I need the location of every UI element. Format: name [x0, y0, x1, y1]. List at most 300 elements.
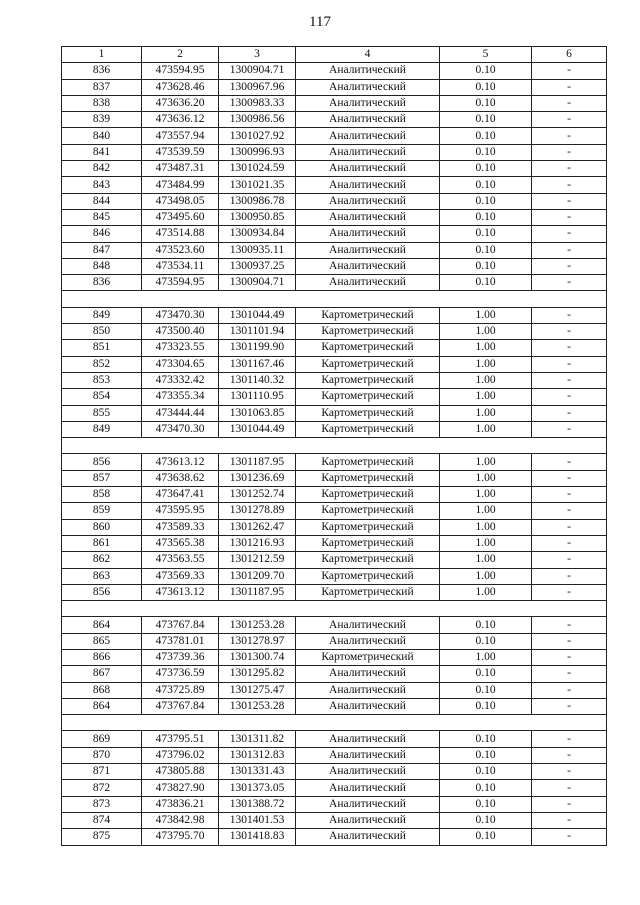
- table-cell: Аналитический: [296, 258, 440, 274]
- table-cell: 0.10: [440, 698, 532, 714]
- table-cell: 473498.05: [142, 193, 219, 209]
- table-cell: 1301101.94: [219, 324, 296, 340]
- table-cell: 1300950.85: [219, 209, 296, 225]
- table-row: [62, 487, 607, 503]
- table-cell: 839: [62, 112, 142, 128]
- table-cell: 1.00: [440, 389, 532, 405]
- column-header: 2: [142, 47, 219, 63]
- table-cell: 473569.33: [142, 568, 219, 584]
- table-cell: -: [532, 307, 607, 323]
- table-cell: Аналитический: [296, 226, 440, 242]
- table-cell: 0.10: [440, 209, 532, 225]
- table-cell: 1301312.83: [219, 747, 296, 763]
- table-cell: Картометрический: [296, 649, 440, 665]
- table-cell: 473484.99: [142, 177, 219, 193]
- table-cell: -: [532, 209, 607, 225]
- table-row: [62, 209, 607, 225]
- table-body: [62, 47, 607, 846]
- table-cell: -: [532, 389, 607, 405]
- table-cell: 872: [62, 780, 142, 796]
- table-cell: 0.10: [440, 731, 532, 747]
- table-cell: Аналитический: [296, 79, 440, 95]
- empty-cell: [296, 291, 440, 307]
- empty-cell: [532, 438, 607, 454]
- table-cell: -: [532, 95, 607, 111]
- table-cell: 1300934.84: [219, 226, 296, 242]
- table-cell: -: [532, 731, 607, 747]
- empty-cell: [532, 601, 607, 617]
- table-cell: -: [532, 764, 607, 780]
- table-cell: 1301024.59: [219, 161, 296, 177]
- table-row: [62, 764, 607, 780]
- empty-cell: [219, 601, 296, 617]
- table-cell: 473636.12: [142, 112, 219, 128]
- table-cell: 845: [62, 209, 142, 225]
- table-cell: Картометрический: [296, 389, 440, 405]
- table-cell: 1300904.71: [219, 275, 296, 291]
- table-row: [62, 372, 607, 388]
- column-header: 4: [296, 47, 440, 63]
- column-header: 6: [532, 47, 607, 63]
- table-cell: 1300935.11: [219, 242, 296, 258]
- table-cell: 473613.12: [142, 454, 219, 470]
- table-cell: Картометрический: [296, 340, 440, 356]
- table-cell: 1301295.82: [219, 666, 296, 682]
- table-cell: 848: [62, 258, 142, 274]
- table-cell: 0.10: [440, 780, 532, 796]
- table-cell: 473647.41: [142, 487, 219, 503]
- table-cell: 473836.21: [142, 796, 219, 812]
- table-cell: 473767.84: [142, 698, 219, 714]
- table-cell: 856: [62, 454, 142, 470]
- table-row: [62, 389, 607, 405]
- table-cell: 0.10: [440, 95, 532, 111]
- table-cell: Аналитический: [296, 63, 440, 79]
- column-header: 3: [219, 47, 296, 63]
- table-cell: Картометрический: [296, 356, 440, 372]
- table-cell: -: [532, 552, 607, 568]
- table-row: [62, 780, 607, 796]
- table-cell: -: [532, 275, 607, 291]
- table-cell: 473444.44: [142, 405, 219, 421]
- table-cell: 836: [62, 275, 142, 291]
- table-row: [62, 617, 607, 633]
- table-cell: 852: [62, 356, 142, 372]
- table-cell: Аналитический: [296, 209, 440, 225]
- column-header: 5: [440, 47, 532, 63]
- table-cell: -: [532, 128, 607, 144]
- empty-cell: [532, 291, 607, 307]
- table-cell: -: [532, 829, 607, 845]
- empty-cell: [440, 438, 532, 454]
- table-cell: Аналитический: [296, 812, 440, 828]
- table-cell: 473589.33: [142, 519, 219, 535]
- separator-row: [62, 601, 607, 617]
- coordinates-table: [61, 46, 607, 846]
- table-cell: 1301253.28: [219, 698, 296, 714]
- table-cell: -: [532, 356, 607, 372]
- table-cell: -: [532, 242, 607, 258]
- table-cell: 0.10: [440, 161, 532, 177]
- table-cell: 871: [62, 764, 142, 780]
- empty-cell: [296, 601, 440, 617]
- table-row: [62, 584, 607, 600]
- table-cell: 873: [62, 796, 142, 812]
- table-cell: -: [532, 780, 607, 796]
- table-cell: Аналитический: [296, 780, 440, 796]
- table-cell: -: [532, 340, 607, 356]
- table-cell: 1301331.43: [219, 764, 296, 780]
- table-cell: -: [532, 226, 607, 242]
- table-cell: Картометрический: [296, 519, 440, 535]
- table-cell: 473638.62: [142, 470, 219, 486]
- table-cell: 1.00: [440, 372, 532, 388]
- table-cell: Картометрический: [296, 454, 440, 470]
- table-cell: 1301199.90: [219, 340, 296, 356]
- table-cell: 473523.60: [142, 242, 219, 258]
- table-header-row: [62, 47, 607, 63]
- table-cell: 1301388.72: [219, 796, 296, 812]
- table-row: [62, 731, 607, 747]
- table-cell: 473796.02: [142, 747, 219, 763]
- table-row: [62, 470, 607, 486]
- table-cell: 1301187.95: [219, 584, 296, 600]
- table-cell: -: [532, 666, 607, 682]
- table-row: [62, 682, 607, 698]
- table-cell: 473470.30: [142, 307, 219, 323]
- table-cell: -: [532, 747, 607, 763]
- table-cell: 473795.51: [142, 731, 219, 747]
- table-cell: Аналитический: [296, 144, 440, 160]
- table-cell: 874: [62, 812, 142, 828]
- table-cell: 860: [62, 519, 142, 535]
- table-cell: 0.10: [440, 829, 532, 845]
- table-cell: 868: [62, 682, 142, 698]
- table-row: [62, 535, 607, 551]
- table-cell: 473795.70: [142, 829, 219, 845]
- table-cell: 473636.20: [142, 95, 219, 111]
- table-cell: 473495.60: [142, 209, 219, 225]
- table-cell: -: [532, 617, 607, 633]
- table-cell: 1.00: [440, 340, 532, 356]
- table-cell: 1.00: [440, 568, 532, 584]
- table-cell: 1300937.25: [219, 258, 296, 274]
- table-cell: 473842.98: [142, 812, 219, 828]
- table-row: [62, 307, 607, 323]
- table-cell: 473736.59: [142, 666, 219, 682]
- table-cell: 1301140.32: [219, 372, 296, 388]
- table-cell: 0.10: [440, 633, 532, 649]
- table-cell: 1301209.70: [219, 568, 296, 584]
- table-cell: 847: [62, 242, 142, 258]
- table-cell: -: [532, 633, 607, 649]
- table-cell: 473628.46: [142, 79, 219, 95]
- table-row: [62, 340, 607, 356]
- table-cell: 1300967.96: [219, 79, 296, 95]
- table-cell: 850: [62, 324, 142, 340]
- table-cell: 473539.59: [142, 144, 219, 160]
- table-cell: 863: [62, 568, 142, 584]
- empty-cell: [62, 715, 142, 731]
- table-cell: 0.10: [440, 666, 532, 682]
- table-cell: 1301021.35: [219, 177, 296, 193]
- table-row: [62, 796, 607, 812]
- table-cell: -: [532, 487, 607, 503]
- table-cell: 1.00: [440, 356, 532, 372]
- table-cell: Аналитический: [296, 731, 440, 747]
- table-cell: 1301401.53: [219, 812, 296, 828]
- table-cell: 473594.95: [142, 275, 219, 291]
- table-row: [62, 79, 607, 95]
- table-cell: 1.00: [440, 405, 532, 421]
- table-cell: -: [532, 682, 607, 698]
- empty-cell: [296, 438, 440, 454]
- table-cell: 473594.95: [142, 63, 219, 79]
- table-cell: -: [532, 144, 607, 160]
- table-cell: 842: [62, 161, 142, 177]
- table-cell: 0.10: [440, 226, 532, 242]
- table-cell: 1301278.89: [219, 503, 296, 519]
- table-cell: 859: [62, 503, 142, 519]
- table-cell: 841: [62, 144, 142, 160]
- empty-cell: [62, 438, 142, 454]
- table-row: [62, 405, 607, 421]
- table-cell: 1301236.69: [219, 470, 296, 486]
- table-cell: 858: [62, 487, 142, 503]
- table-cell: 1301252.74: [219, 487, 296, 503]
- table-cell: 855: [62, 405, 142, 421]
- table-cell: Аналитический: [296, 128, 440, 144]
- table-cell: -: [532, 584, 607, 600]
- table-row: [62, 552, 607, 568]
- table-row: [62, 324, 607, 340]
- table-cell: 0.10: [440, 112, 532, 128]
- table-row: [62, 568, 607, 584]
- table-cell: 0.10: [440, 63, 532, 79]
- table-cell: 875: [62, 829, 142, 845]
- table-cell: -: [532, 568, 607, 584]
- table-cell: 0.10: [440, 177, 532, 193]
- table-cell: 1301044.49: [219, 307, 296, 323]
- table-cell: 840: [62, 128, 142, 144]
- table-cell: 1301278.97: [219, 633, 296, 649]
- table-cell: 473827.90: [142, 780, 219, 796]
- table-cell: 1.00: [440, 454, 532, 470]
- table-cell: Картометрический: [296, 307, 440, 323]
- table-cell: Аналитический: [296, 95, 440, 111]
- empty-cell: [440, 291, 532, 307]
- table-cell: Аналитический: [296, 242, 440, 258]
- table-cell: Аналитический: [296, 617, 440, 633]
- empty-cell: [219, 438, 296, 454]
- table-cell: 856: [62, 584, 142, 600]
- table-cell: -: [532, 421, 607, 437]
- table-cell: 1301418.83: [219, 829, 296, 845]
- table-cell: Картометрический: [296, 535, 440, 551]
- table-cell: -: [532, 324, 607, 340]
- table-cell: 473595.95: [142, 503, 219, 519]
- table-cell: 867: [62, 666, 142, 682]
- table-cell: Картометрический: [296, 568, 440, 584]
- table-cell: 846: [62, 226, 142, 242]
- table-cell: Аналитический: [296, 698, 440, 714]
- table-cell: Картометрический: [296, 470, 440, 486]
- table-cell: Аналитический: [296, 112, 440, 128]
- table-cell: 870: [62, 747, 142, 763]
- table-row: [62, 698, 607, 714]
- table-row: [62, 633, 607, 649]
- empty-cell: [62, 291, 142, 307]
- table-cell: 1300983.33: [219, 95, 296, 111]
- table-cell: Аналитический: [296, 193, 440, 209]
- table-row: [62, 454, 607, 470]
- table-row: [62, 275, 607, 291]
- table-cell: 1.00: [440, 519, 532, 535]
- table-cell: 473332.42: [142, 372, 219, 388]
- table-cell: 0.10: [440, 242, 532, 258]
- table-cell: 1.00: [440, 584, 532, 600]
- empty-cell: [440, 601, 532, 617]
- table-cell: 1301044.49: [219, 421, 296, 437]
- table-cell: 1301027.92: [219, 128, 296, 144]
- empty-cell: [142, 291, 219, 307]
- table-cell: 473805.88: [142, 764, 219, 780]
- table-row: [62, 242, 607, 258]
- table-cell: 854: [62, 389, 142, 405]
- table-cell: -: [532, 372, 607, 388]
- table-cell: Картометрический: [296, 372, 440, 388]
- table-cell: 853: [62, 372, 142, 388]
- table-cell: 1301300.74: [219, 649, 296, 665]
- table-row: [62, 829, 607, 845]
- table-cell: 844: [62, 193, 142, 209]
- empty-cell: [219, 291, 296, 307]
- table-row: [62, 421, 607, 437]
- table-cell: -: [532, 470, 607, 486]
- empty-cell: [532, 715, 607, 731]
- table-cell: -: [532, 79, 607, 95]
- table-cell: Аналитический: [296, 177, 440, 193]
- table-cell: 473323.55: [142, 340, 219, 356]
- table-cell: 1.00: [440, 324, 532, 340]
- separator-row: [62, 715, 607, 731]
- empty-cell: [219, 715, 296, 731]
- table-cell: 1.00: [440, 535, 532, 551]
- empty-cell: [142, 438, 219, 454]
- table-row: [62, 226, 607, 242]
- table-cell: 0.10: [440, 617, 532, 633]
- table-cell: 1.00: [440, 649, 532, 665]
- table-row: [62, 747, 607, 763]
- table-cell: 862: [62, 552, 142, 568]
- table-cell: 1.00: [440, 487, 532, 503]
- table-cell: 1301187.95: [219, 454, 296, 470]
- table-cell: 849: [62, 307, 142, 323]
- table-cell: 473767.84: [142, 617, 219, 633]
- table-cell: 473304.65: [142, 356, 219, 372]
- table-cell: 1.00: [440, 421, 532, 437]
- table-row: [62, 193, 607, 209]
- table-cell: -: [532, 796, 607, 812]
- table-cell: 0.10: [440, 258, 532, 274]
- table-cell: -: [532, 519, 607, 535]
- table-cell: 473725.89: [142, 682, 219, 698]
- table-row: [62, 112, 607, 128]
- table-cell: 838: [62, 95, 142, 111]
- table-cell: 473534.11: [142, 258, 219, 274]
- table-cell: 0.10: [440, 275, 532, 291]
- table-cell: Аналитический: [296, 764, 440, 780]
- table-row: [62, 649, 607, 665]
- empty-cell: [142, 601, 219, 617]
- column-header: 1: [62, 47, 142, 63]
- table-row: [62, 503, 607, 519]
- table-cell: 0.10: [440, 144, 532, 160]
- table-cell: Аналитический: [296, 633, 440, 649]
- table-cell: 473781.01: [142, 633, 219, 649]
- table-row: [62, 812, 607, 828]
- table-cell: Картометрический: [296, 487, 440, 503]
- table-cell: 0.10: [440, 682, 532, 698]
- table-cell: Аналитический: [296, 829, 440, 845]
- table-cell: Картометрический: [296, 405, 440, 421]
- table-cell: 0.10: [440, 747, 532, 763]
- table-cell: 1301167.46: [219, 356, 296, 372]
- table-cell: -: [532, 177, 607, 193]
- table-cell: Аналитический: [296, 796, 440, 812]
- table-cell: Картометрический: [296, 324, 440, 340]
- table-row: [62, 177, 607, 193]
- table-cell: 1301275.47: [219, 682, 296, 698]
- table-cell: 857: [62, 470, 142, 486]
- table-row: [62, 95, 607, 111]
- table-cell: 473470.30: [142, 421, 219, 437]
- table-cell: Аналитический: [296, 682, 440, 698]
- table-cell: 473557.94: [142, 128, 219, 144]
- table-row: [62, 519, 607, 535]
- table-row: [62, 666, 607, 682]
- table-cell: 473500.40: [142, 324, 219, 340]
- table-cell: 1301262.47: [219, 519, 296, 535]
- table-row: [62, 258, 607, 274]
- table-cell: 1.00: [440, 307, 532, 323]
- table-cell: 864: [62, 698, 142, 714]
- table-row: [62, 63, 607, 79]
- table-cell: -: [532, 698, 607, 714]
- table-cell: 836: [62, 63, 142, 79]
- table-cell: Картометрический: [296, 421, 440, 437]
- table-row: [62, 144, 607, 160]
- table-cell: 851: [62, 340, 142, 356]
- table-cell: 866: [62, 649, 142, 665]
- table-cell: 473487.31: [142, 161, 219, 177]
- table-cell: -: [532, 63, 607, 79]
- table-row: [62, 128, 607, 144]
- table-cell: Картометрический: [296, 552, 440, 568]
- table-cell: 1300996.93: [219, 144, 296, 160]
- table-cell: 1301212.59: [219, 552, 296, 568]
- table-cell: 0.10: [440, 812, 532, 828]
- table-cell: 473565.38: [142, 535, 219, 551]
- table-cell: -: [532, 405, 607, 421]
- table-cell: 864: [62, 617, 142, 633]
- table-cell: 1301253.28: [219, 617, 296, 633]
- table-cell: 1301373.05: [219, 780, 296, 796]
- table-cell: -: [532, 193, 607, 209]
- table-cell: 0.10: [440, 796, 532, 812]
- table-cell: 473739.36: [142, 649, 219, 665]
- table-row: [62, 356, 607, 372]
